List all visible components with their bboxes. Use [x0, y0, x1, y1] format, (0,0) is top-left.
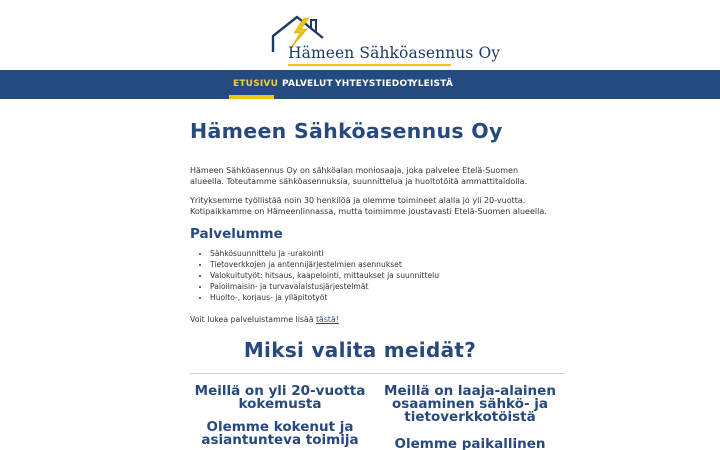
reason-expertise: Meillä on laaja-alainen osaaminen sähkö- ja tietoverkkotöistä [384, 383, 556, 425]
intro-paragraph-1: Hämeen Sähköasennus Oy on sähköalan moniosaaja, joka palvelee Etelä-Suomen alueella. Toteutamme sähköasennuksia, suunnittelua ja huoltotöitä ammattitaidolla. [190, 166, 528, 186]
section-divider [190, 373, 564, 374]
list-item: • Huolto-, korjaus- ja ylläpitotyöt [210, 292, 439, 303]
reason-professional: Olemme kokenut ja asiantunteva toimija [201, 419, 359, 448]
more-info-text: Voit lukea palveluistamme lisää [190, 315, 314, 324]
reason-experience: Meillä on yli 20-vuotta kokemusta [194, 383, 366, 412]
nav-item-yleista[interactable]: YLEISTÄ [411, 79, 454, 89]
intro-paragraph-2: Yrityksemme työllistää noin 30 henkilöä ja olemme toimineet alalla jo yli 20-vuotta. Kotipaikkamme on Hämeenlinnassa, mutta toimimme joustavasti Etelä-Suomen alueella. [190, 196, 547, 216]
why-choose-heading: Miksi valita meidät? [243, 338, 477, 362]
services-heading: Palvelumme [190, 226, 283, 242]
nav-active-indicator [229, 95, 274, 99]
list-item: • Tietoverkkojen ja antennijärjestelmien asennukset [210, 259, 439, 270]
more-info-line [190, 315, 339, 324]
nav-item-yhteystiedot[interactable]: YHTEYSTIEDOT [335, 79, 414, 89]
list-item: • Paloilmaisin- ja turvavalaistusjärjestelmät [210, 281, 439, 292]
services-link[interactable]: tästä! [315, 315, 339, 324]
logo-text: Hämeen Sähköasennus Oy [288, 44, 501, 62]
list-item: • Valokuitutyöt: hitsaus, kaapelointi, mittaukset ja suunnittelu [210, 270, 439, 281]
reason-local: Olemme paikallinen [394, 436, 546, 450]
services-list [210, 248, 439, 303]
nav-item-palvelut[interactable]: PALVELUT [282, 79, 333, 89]
page-title: Hämeen Sähköasennus Oy [190, 119, 503, 143]
nav-item-etusivu[interactable]: ETUSIVU [233, 79, 279, 89]
main-nav [0, 70, 720, 99]
site-header [0, 0, 720, 70]
site-logo[interactable] [271, 14, 501, 66]
logo-underline [288, 64, 451, 66]
list-item: • Sähkösuunnittelu ja -urakointi [210, 248, 439, 259]
